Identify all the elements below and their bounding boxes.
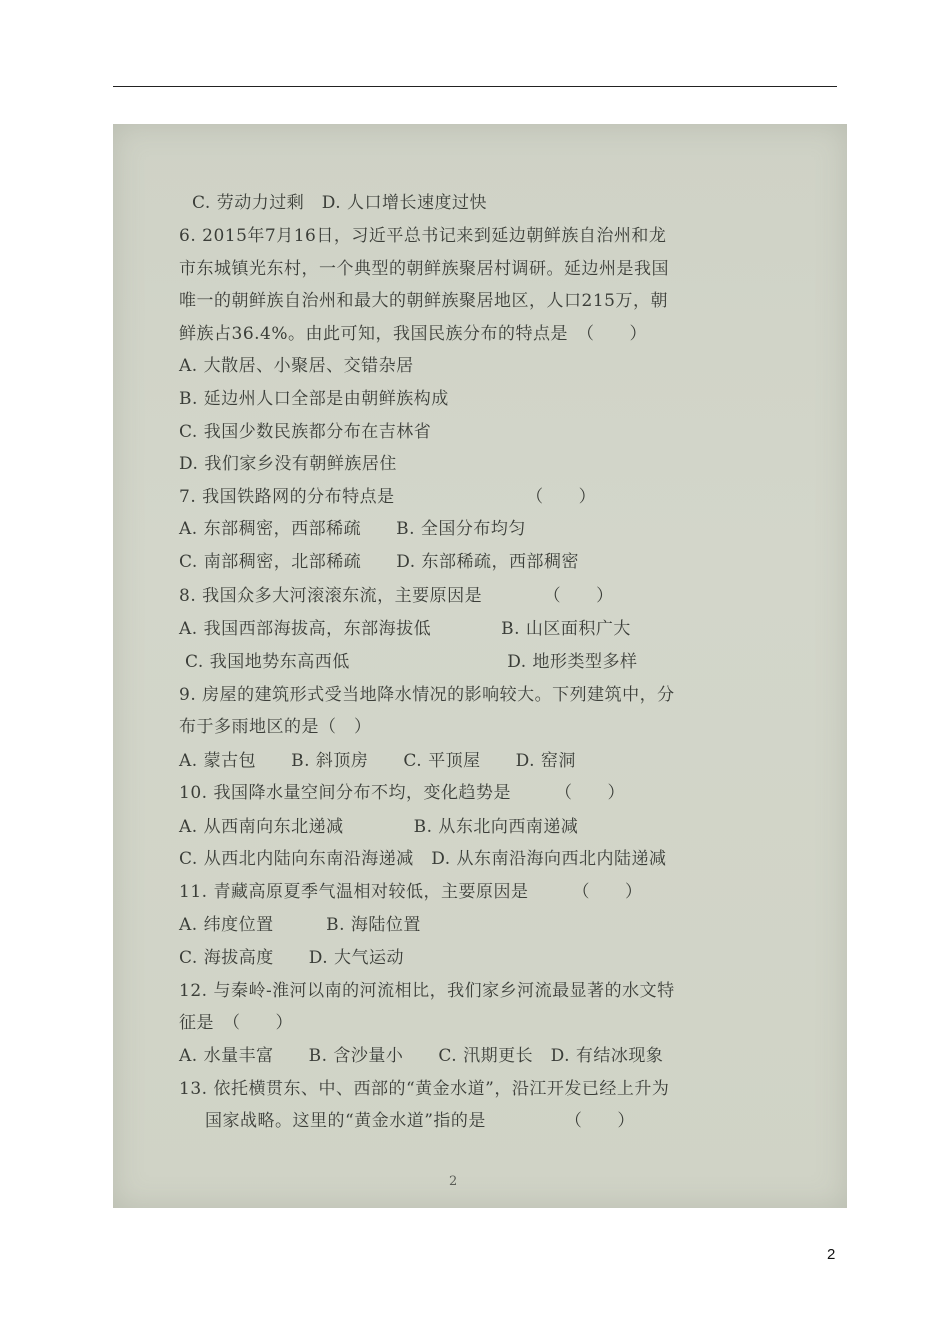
question-line: C. 海拔高度 D. 大气运动 bbox=[179, 948, 405, 968]
question-line: 市东城镇光东村，一个典型的朝鲜族聚居村调研。延边州是我国 bbox=[179, 259, 669, 279]
question-line: A. 大散居、小聚居、交错杂居 bbox=[179, 356, 414, 376]
question-line: 唯一的朝鲜族自治州和最大的朝鲜族聚居地区，人口215万，朝 bbox=[179, 291, 668, 311]
question-line: C. 劳动力过剩 D. 人口增长速度过快 bbox=[192, 193, 488, 213]
question-line: C. 我国地势东高西低 D. 地形类型多样 bbox=[185, 652, 638, 672]
question-lines bbox=[113, 124, 847, 1208]
scanned-exam-page bbox=[113, 124, 847, 1208]
question-line: 国家战略。这里的“黄金水道”指的是 （ ） bbox=[205, 1111, 635, 1131]
question-line: 13. 依托横贯东、中、西部的“黄金水道”，沿江开发已经上升为 bbox=[179, 1079, 670, 1099]
question-line: A. 东部稠密，西部稀疏 B. 全国分布均匀 bbox=[179, 519, 526, 539]
question-line: 10. 我国降水量空间分布不均，变化趋势是 （ ） bbox=[179, 783, 625, 803]
question-line: 8. 我国众多大河滚滚东流，主要原因是 （ ） bbox=[179, 586, 614, 606]
question-line: 布于多雨地区的是（ ） bbox=[179, 717, 372, 737]
question-line: 11. 青藏高原夏季气温相对较低，主要原因是 （ ） bbox=[179, 882, 643, 902]
question-line: C. 我国少数民族都分布在吉林省 bbox=[179, 422, 432, 442]
header-rule bbox=[113, 86, 837, 87]
question-line: C. 从西北内陆向东南沿海递减 D. 从东南沿海向西北内陆递减 bbox=[179, 849, 667, 869]
question-line: 鲜族占36.4%。由此可知，我国民族分布的特点是 （ ） bbox=[179, 324, 648, 344]
question-line: A. 蒙古包 B. 斜顶房 C. 平顶屋 D. 窑洞 bbox=[179, 751, 576, 771]
question-line: D. 我们家乡没有朝鲜族居住 bbox=[179, 454, 397, 474]
question-line: A. 从西南向东北递减 B. 从东北向西南递减 bbox=[179, 817, 579, 837]
question-line: C. 南部稠密，北部稀疏 D. 东部稀疏，西部稠密 bbox=[179, 552, 580, 572]
question-line: A. 水量丰富 B. 含沙量小 C. 汛期更长 D. 有结冰现象 bbox=[179, 1046, 664, 1066]
question-line: 6. 2015年7月16日，习近平总书记来到延边朝鲜族自治州和龙 bbox=[179, 226, 667, 246]
page-number: 2 bbox=[827, 1246, 836, 1263]
question-line: 12. 与秦岭-淮河以南的河流相比，我们家乡河流最显著的水文特 bbox=[179, 981, 675, 1001]
question-line: A. 纬度位置 B. 海陆位置 bbox=[179, 915, 421, 935]
question-line: B. 延边州人口全部是由朝鲜族构成 bbox=[179, 389, 449, 409]
question-line: A. 我国西部海拔高，东部海拔低 B. 山区面积广大 bbox=[179, 619, 631, 639]
question-line: 7. 我国铁路网的分布特点是 （ ） bbox=[179, 487, 597, 507]
scan-page-number: 2 bbox=[449, 1174, 458, 1189]
question-line: 征是 （ ） bbox=[179, 1013, 293, 1033]
question-line: 9. 房屋的建筑形式受当地降水情况的影响较大。下列建筑中，分 bbox=[179, 685, 675, 705]
